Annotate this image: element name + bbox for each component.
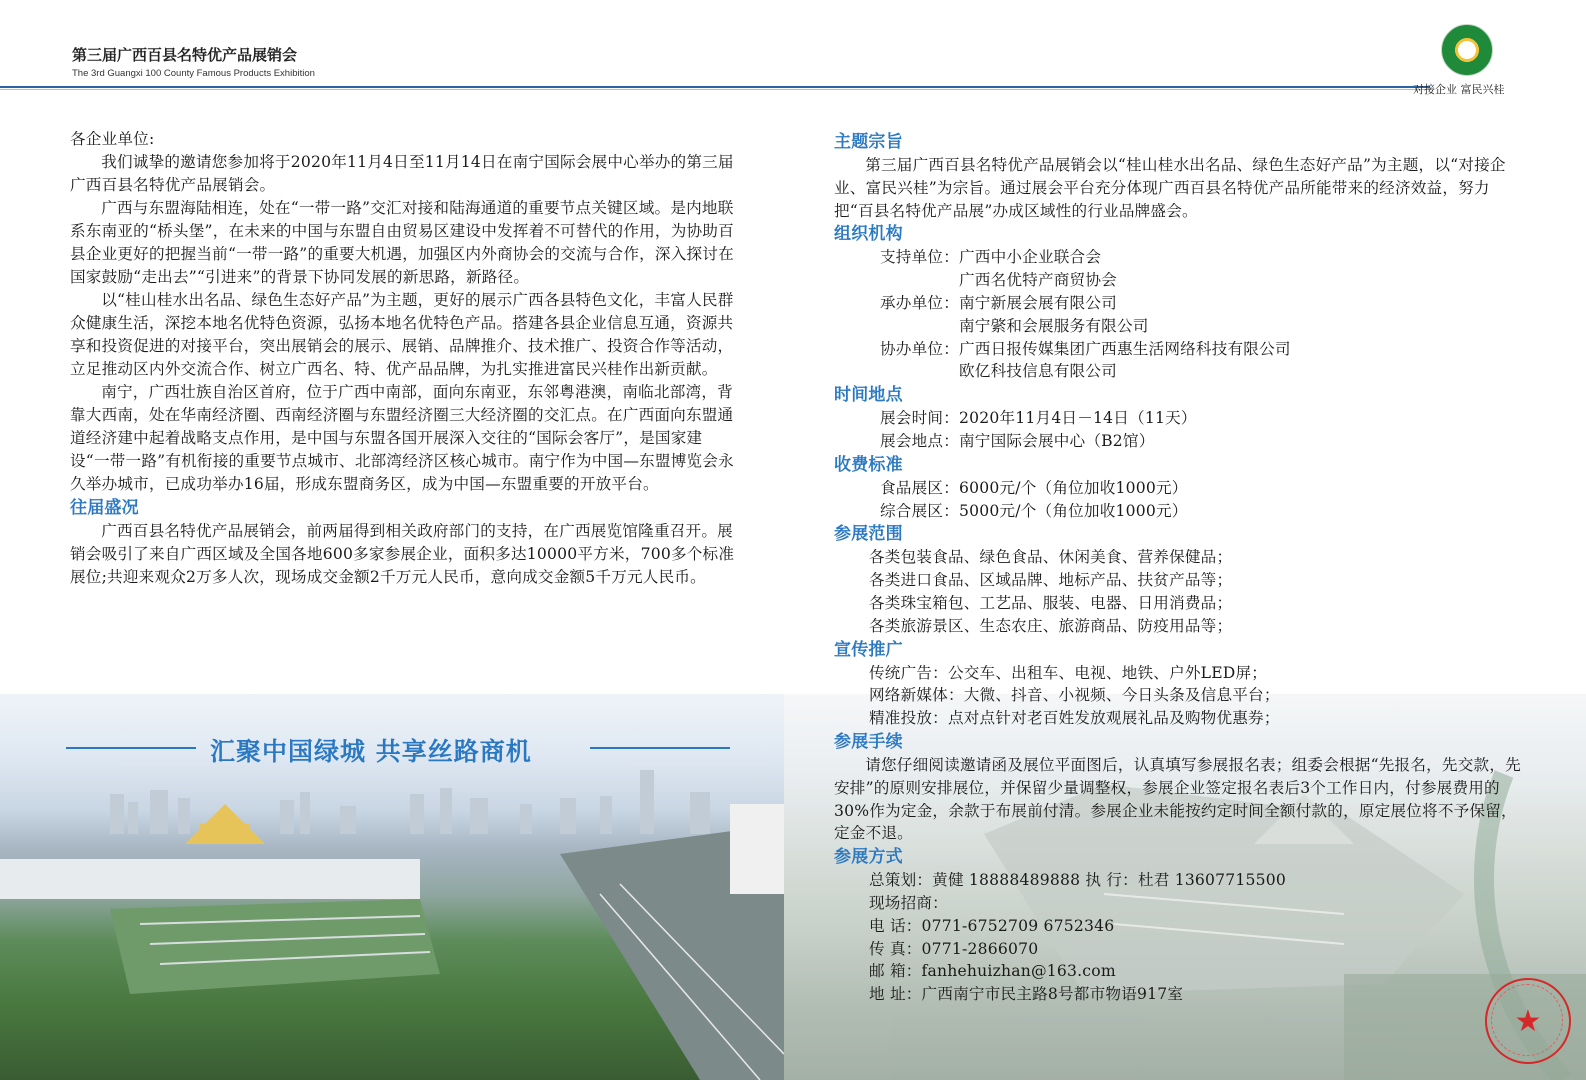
fee-general-label: 综合展区：	[880, 501, 959, 520]
document-subtitle: The 3rd Guangxi 100 County Famous Products Exhibition	[72, 68, 315, 79]
fee-food-label: 食品展区：	[880, 478, 959, 497]
motto: 对接企业 富民兴桂	[1413, 83, 1505, 96]
document-title: 第三届广西百县名特优产品展销会	[72, 46, 298, 64]
time-label: 展会时间：	[880, 409, 959, 428]
time-row	[834, 407, 1524, 430]
fee-general-value: 5000元/个（角位加收1000元）	[959, 501, 1188, 520]
host-label: 承办单位：	[880, 293, 959, 312]
support-unit-2: 广西名优特产商贸协会	[959, 271, 1117, 290]
theme-text: 第三届广西百县名特优产品展销会以“桂山桂水出名品、绿色生态好产品”为主题，以“对接企业、富民兴桂”为宗旨。通过展会平台充分体现广西百县名特优产品所能带来的经济效益，努力把“百县名特优产品展”办成区域性的行业品牌盛会。	[834, 156, 1506, 220]
host-row	[834, 292, 1524, 315]
support-label: 支持单位：	[880, 248, 959, 267]
place-row	[834, 430, 1524, 453]
exhibition-logo-icon	[1441, 24, 1493, 76]
support-row	[834, 246, 1524, 269]
promotion-item: 传统广告：公交车、出租车、电视、地铁、户外LED屏；	[869, 663, 1268, 682]
scope-item: 各类旅游景区、生态农庄、旅游商品、防疫用品等；	[869, 616, 1233, 635]
contact-onsite: 现场招商：	[869, 893, 948, 912]
fee-general-row	[834, 500, 1524, 523]
scope-heading: 参展范围	[834, 524, 903, 545]
contact-fax: 传 真：0771-2866070	[869, 939, 1039, 958]
slogan-rule-left	[66, 747, 196, 749]
past-events-paragraph: 广西百县名特优产品展销会，前两届得到相关政府部门的支持，在广西展览馆隆重召开。展销会吸引了来自广西区域及全国各地600多家参展企业，面积多达10000平方米，700多个标准展位;共迎来观众2万多人次，现场成交金额2千万元人民币，意向成交金额5千万元人民币。	[70, 522, 735, 586]
header-divider-thin	[0, 89, 1430, 90]
scope-item: 各类包装食品、绿色食品、休闲美食、营养保健品；	[869, 548, 1233, 567]
host-unit: 南宁新展会展有限公司	[959, 293, 1117, 312]
host-unit-2: 南宁綮和会展服务有限公司	[959, 316, 1149, 335]
contact-address: 地 址：广西南宁市民主路8号都市物语917室	[869, 985, 1184, 1004]
procedure-text: 请您仔细阅读邀请函及展位平面图后，认真填写参展报名表；组委会根据“先报名，先交款，先安排”的原则安排展位，并保留少量调整权，参展企业签定报名表后3个工作日内，付参展费用的30%作为定金，余款于布展前付清。参展企业未能按约定时间全额付款的，原定展位将不予保留，定金不退。	[834, 755, 1521, 843]
promotion-item: 精准投放：点对点针对老百姓发放观展礼品及购物优惠券；	[869, 709, 1280, 728]
invitation-paragraph: 我们诚挚的邀请您参加将于2020年11月4日至11月14日在南宁国际会展中心举办的第三届广西百县名特优产品展销会。	[70, 153, 734, 194]
theme-paragraph: 以“桂山桂水出名品、绿色生态好产品”为主题，更好的展示广西各县特色文化，丰富人民群众健康生活，深挖本地名优特色资源，弘扬本地名优特色产品。搭建各县企业信息互通，资源共享和投资促进的对接平台，突出展销会的展示、展销、品牌推介、技术推广、投资合作等活动，立足推动区内外交流合作、树立广西名、特、优产品品牌，为扎实推进富民兴桂作出新贡献。	[70, 291, 734, 378]
background-paragraph: 广西与东盟海陆相连，处在“一带一路”交汇对接和陆海通道的重要节点关键区域。是内地联系东南亚的“桥头堡”，在未来的中国与东盟自由贸易区建设中发挥着不可替代的作用，为协助百县企业更好的把握当前“一带一路”的重要大机遇，加强区内外商协会的交流与合作，深入探讨在国家鼓励“走出去”“引进来”的背景下协同发展的新思路，新路径。	[70, 199, 734, 286]
header-divider	[0, 86, 1430, 88]
contact-planner: 总策划：黄健 18888489888 执 行：杜君 13607715500	[869, 871, 1287, 890]
left-column	[70, 128, 742, 589]
contact-heading: 参展方式	[834, 847, 903, 868]
fee-food-row	[834, 477, 1524, 500]
assist-unit: 广西日报传媒集团广西惠生活网络科技有限公司	[959, 339, 1291, 358]
contact-email[interactable]: 邮 箱：fanhehuizhan@163.com	[869, 962, 1116, 981]
fee-heading: 收费标准	[834, 454, 903, 475]
slogan-rule-right	[590, 747, 730, 749]
time-place-heading: 时间地点	[834, 385, 903, 406]
promotion-heading: 宣传推广	[834, 639, 903, 660]
nanning-paragraph: 南宁，广西壮族自治区首府，位于广西中南部，面向东南亚，东邻粤港澳，南临北部湾，背靠大西南，处在华南经济圈、西南经济圈与东盟经济圈三大经济圈的交汇点。在广西面向东盟通道经济建中起着战略支点作用，是中国与东盟各国开展深入交往的“国际会客厅”，是国家建设“一带一路”有机衔接的重要节点城市、北部湾经济区核心城市。南宁作为中国—东盟博览会永久举办城市，已成功举办16届，形成东盟商务区，成为中国—东盟重要的开放平台。	[70, 383, 734, 493]
place-label: 展会地点：	[880, 431, 959, 450]
slogan-banner	[0, 728, 784, 768]
right-column	[834, 130, 1524, 1006]
organization-heading: 组织机构	[834, 224, 903, 245]
assist-unit-2: 欧亿科技信息有限公司	[959, 362, 1117, 381]
place-value: 南宁国际会展中心（B2馆）	[959, 431, 1155, 450]
support-unit: 广西中小企业联合会	[959, 248, 1102, 267]
scope-item: 各类进口食品、区域品牌、地标产品、扶贫产品等；	[869, 571, 1233, 590]
fee-food-value: 6000元/个（角位加收1000元）	[959, 478, 1188, 497]
slogan-text: 汇聚中国绿城 共享丝路商机	[210, 737, 532, 766]
theme-heading: 主题宗旨	[834, 132, 903, 152]
contact-phone: 电 话：0771-6752709 6752346	[869, 916, 1115, 935]
past-events-heading: 往届盛况	[70, 498, 139, 518]
assist-label: 协办单位：	[880, 339, 959, 358]
assist-row	[834, 338, 1524, 361]
promotion-item: 网络新媒体：大微、抖音、小视频、今日头条及信息平台；	[869, 686, 1280, 705]
official-seal-icon: ★	[1485, 978, 1571, 1064]
time-value: 2020年11月4日－14日（11天）	[959, 409, 1197, 428]
scope-item: 各类珠宝箱包、工艺品、服装、电器、日用消费品；	[869, 593, 1233, 612]
greeting: 各企业单位:	[70, 130, 155, 148]
procedure-heading: 参展手续	[834, 731, 903, 752]
